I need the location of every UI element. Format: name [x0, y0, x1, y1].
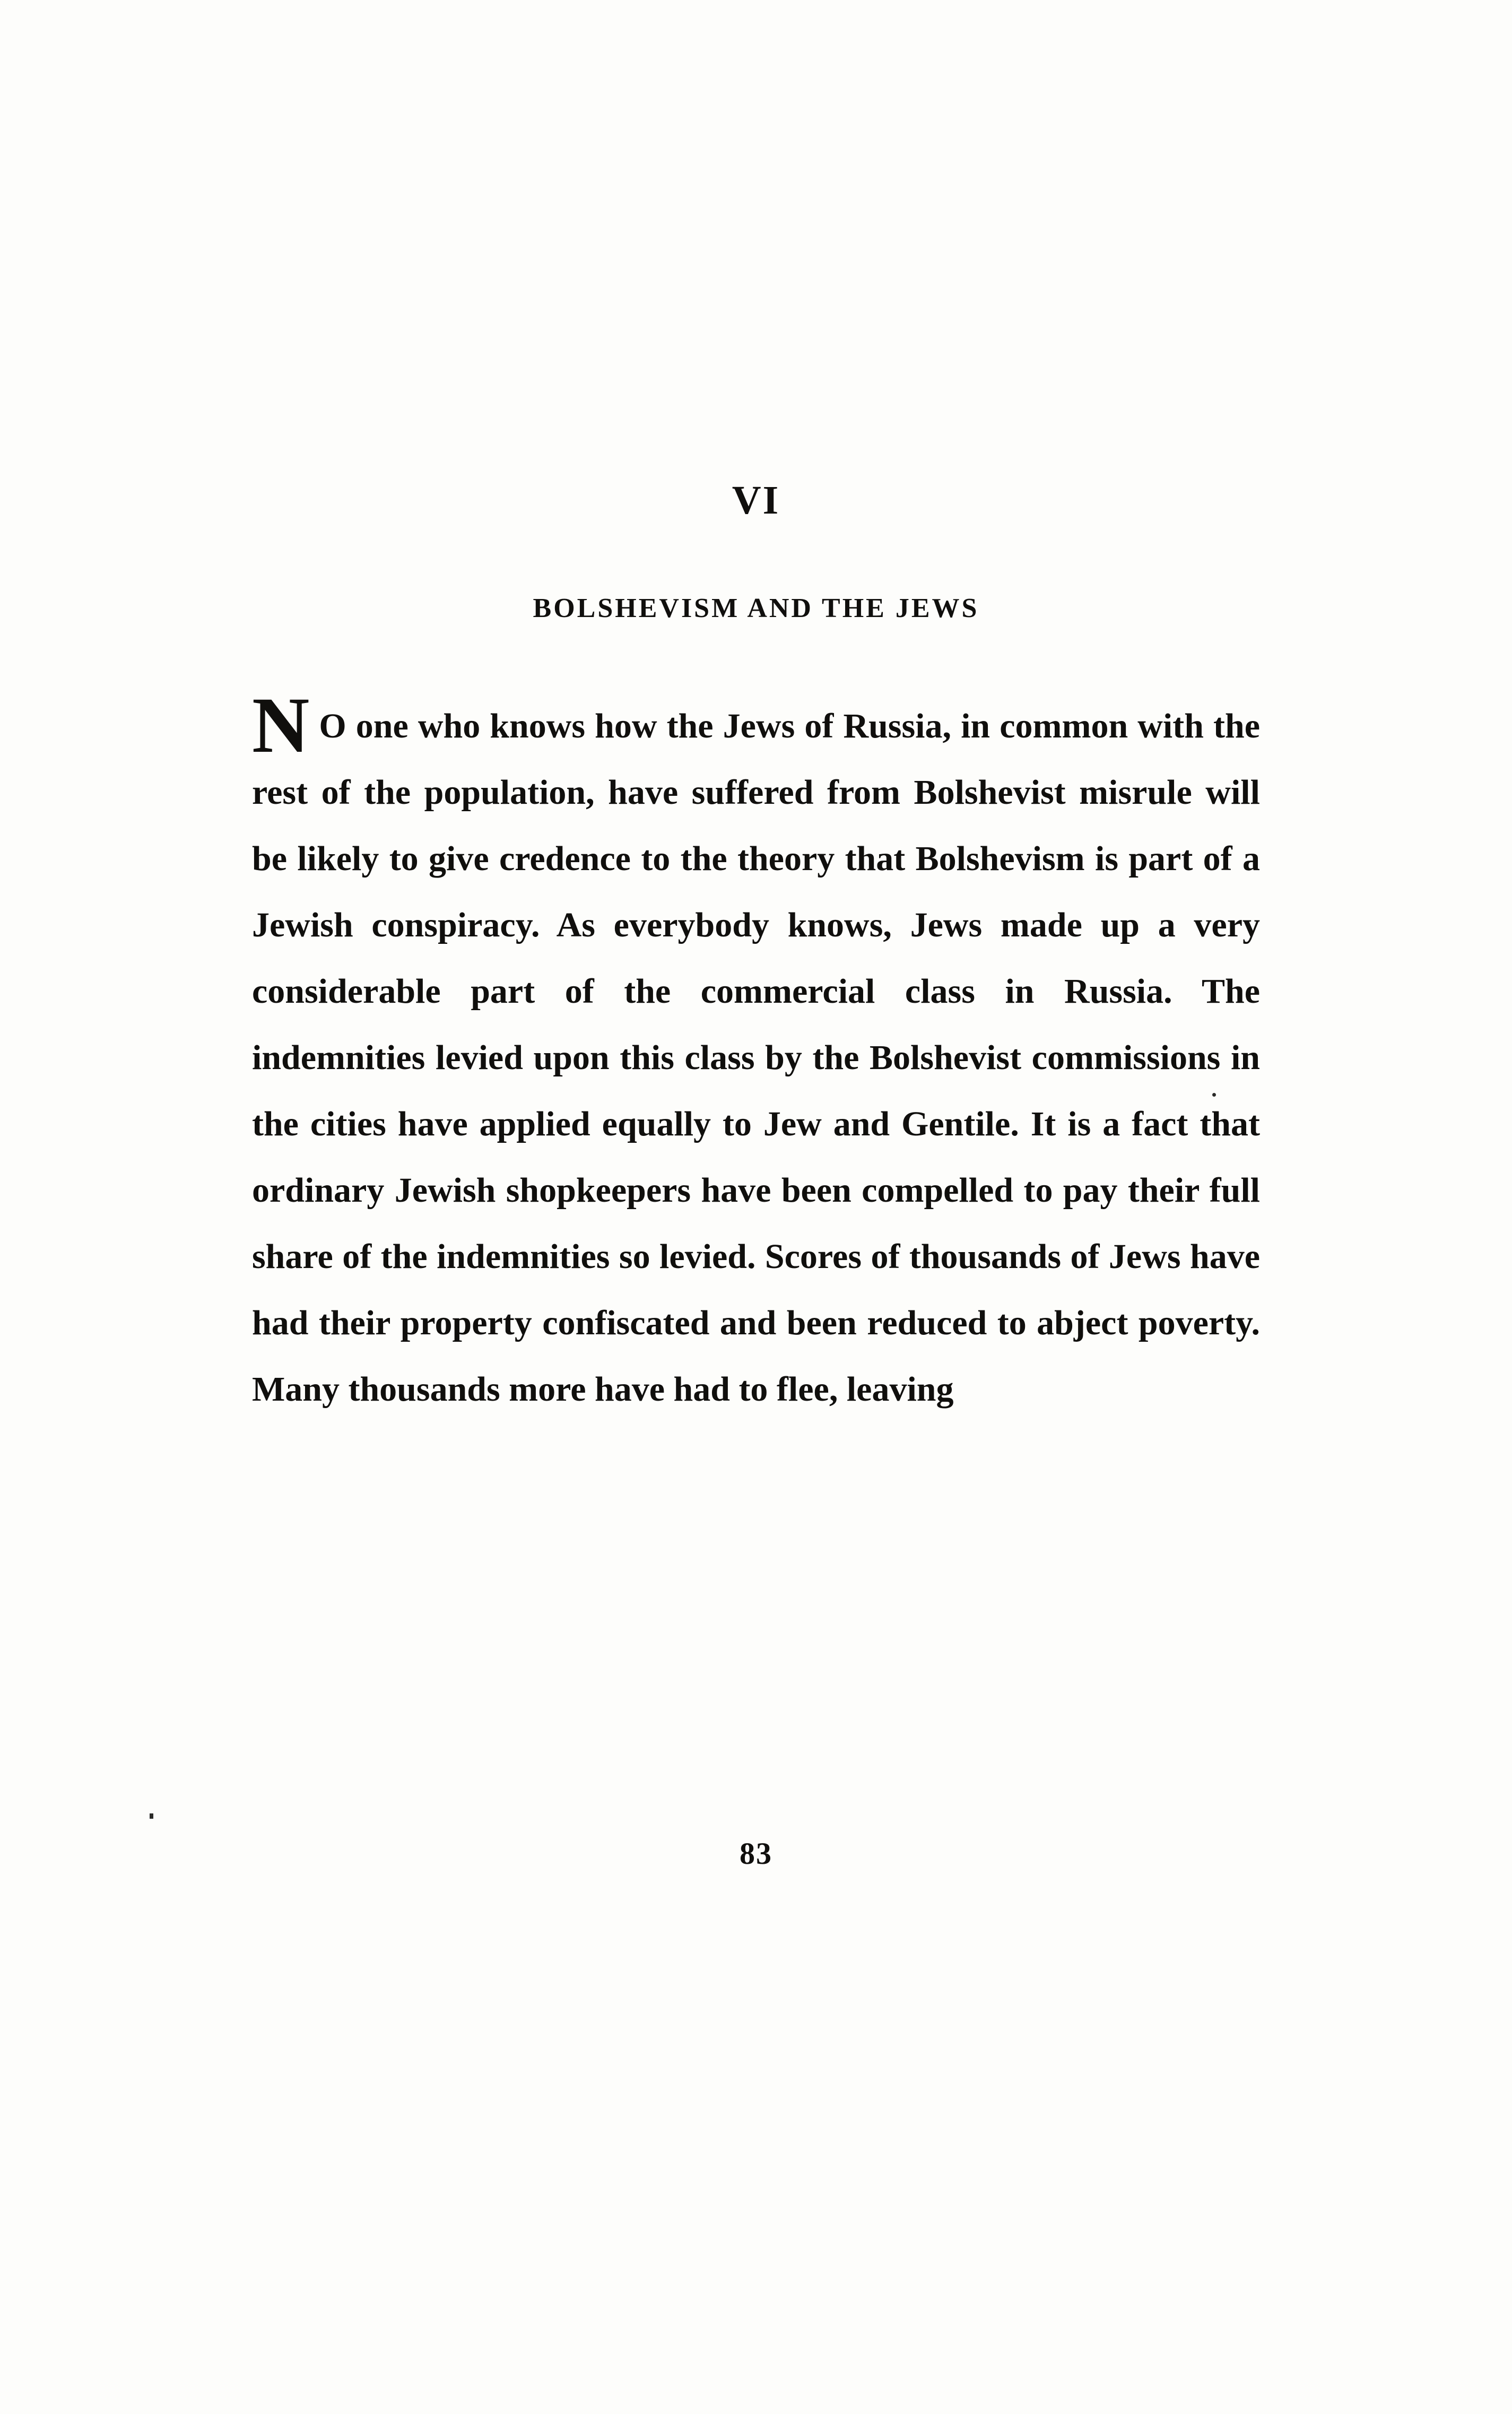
opening-words: O one who knows how the Jews of	[319, 707, 834, 745]
body-paragraph	[252, 681, 1261, 1422]
page-number: 83	[740, 1836, 772, 1871]
paragraph-text: Russia, in common with the rest of the population, have suffered from Bolshevist misrule will be likely to give credence to the theory that Bolshevism is part of a Jewish conspiracy. As everybody knows, Jews made up a very considerable part of the commercial class in Russia. The indemnities levied upon this class by the Bolshevist commissions in the cities have applied equally to Jew and Gentile. It is a fact that ordinary Jewish shopkeepers have been compelled to pay their full share of the indemnities so levied. Scores of thousands of Jews have had their property confiscated and been reduced to abject poverty. Many thousands more have had to flee, leaving	[252, 707, 1261, 1409]
drop-cap-letter: N	[252, 681, 310, 769]
stray-ink-mark-right	[1212, 1093, 1216, 1097]
page-content	[252, 477, 1260, 1422]
chapter-title: BOLSHEVISM AND THE JEWS	[533, 593, 979, 623]
stray-ink-mark-left	[150, 1813, 153, 1819]
chapter-number: VI	[732, 478, 780, 523]
